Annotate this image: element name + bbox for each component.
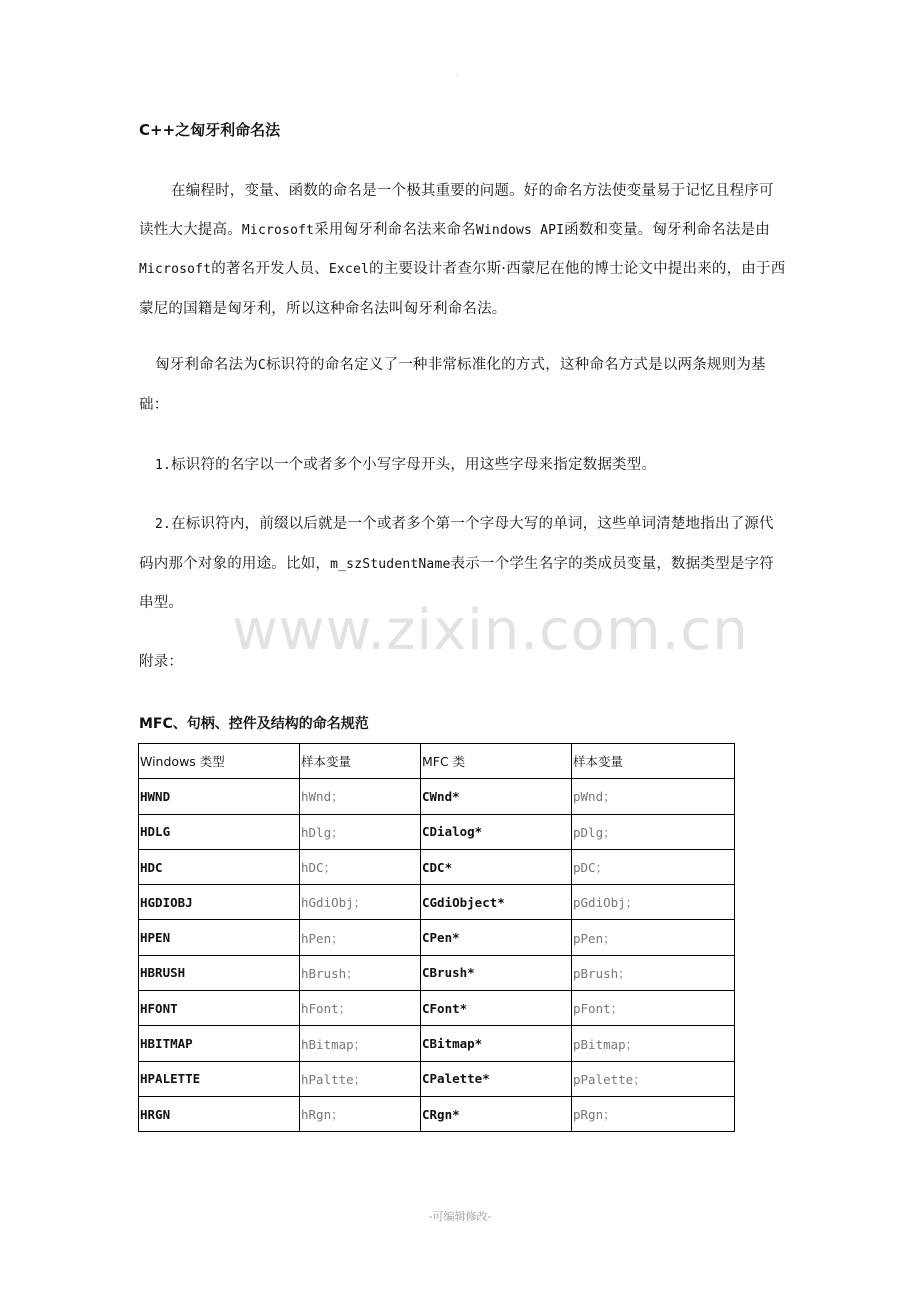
text-run: 标识符的名字以一个或者多个小写字母开头，用这些字母来指定数据类型。 [171, 457, 657, 473]
mfc-class-cell: CFont* [421, 991, 572, 1026]
sample-variable-cell: pDlg； [572, 814, 735, 849]
table-row [139, 1096, 735, 1131]
list-number: 1. [155, 458, 172, 473]
sample-variable-cell: hBrush； [300, 955, 421, 990]
code-run: Windows API [475, 222, 565, 238]
code-run: m_szStudentName [330, 556, 451, 572]
sample-variable-cell: hPen； [300, 920, 421, 955]
windows-type-cell: HPALETTE [139, 1061, 300, 1096]
sample-variable-cell: hDC； [300, 849, 421, 884]
mfc-class-cell: CWnd* [421, 779, 572, 814]
text-run: 采用匈牙利命名法来命名 [314, 221, 476, 238]
windows-type-cell: HDC [139, 849, 300, 884]
sample-variable-cell: pPen； [572, 920, 735, 955]
mfc-class-cell: CRgn* [421, 1096, 572, 1131]
mfc-class-cell: CDC* [421, 849, 572, 884]
text-run: 标识符的命名定义了一种非常标准化的方式，这种命名方式是以两条规则为基础： [139, 357, 766, 413]
mfc-class-cell: CPen* [421, 920, 572, 955]
table-title: MFC、句柄、控件及结构的命名规范 [139, 716, 369, 732]
table-row [139, 885, 735, 920]
sample-variable-cell: pRgn； [572, 1096, 735, 1131]
mfc-class-cell: CBrush* [421, 955, 572, 990]
table-row [139, 1026, 735, 1061]
table-row [139, 955, 735, 990]
text-run: 匈牙利命名法为 [155, 357, 258, 373]
windows-type-cell: HWND [139, 779, 300, 814]
sample-variable-cell: pDC； [572, 849, 735, 884]
code-run: Microsoft [139, 262, 212, 277]
table-header-cell: MFC 类 [421, 744, 572, 779]
text-run: 在编程时，变量、函数的命名是一个极其重要的问题。好的命名方法使变量易于记忆且程序可读性大大提高。 [139, 183, 774, 238]
windows-type-cell: HPEN [139, 920, 300, 955]
code-run: Excel [328, 262, 369, 277]
text-run: 的著名开发人员、 [211, 261, 329, 277]
sample-variable-cell: hBitmap； [300, 1026, 421, 1061]
mfc-class-cell: CDialog* [421, 814, 572, 849]
header-mark: . [456, 68, 460, 79]
table-row [139, 814, 735, 849]
table-header-cell: 样本变量 [300, 744, 421, 779]
table-header-cell: Windows 类型 [139, 744, 300, 779]
watermark: www.zixin.com.cn [232, 598, 749, 663]
sample-variable-cell: pPalette； [572, 1061, 735, 1096]
code-run: Microsoft [241, 222, 315, 238]
text-run: 表示一个学生名字的类成员变量，数据类型是字符串型。 [139, 555, 774, 611]
text-run: 在标识符内，前缀以后就是一个或者多个第一个字母大写的单词，这些单词清楚地指出了源代码内那个对象的用途。比如， [139, 516, 774, 572]
sample-variable-cell: hDlg； [300, 814, 421, 849]
sample-variable-cell: hRgn； [300, 1096, 421, 1131]
naming-table [138, 743, 735, 1132]
table-header-row [139, 744, 735, 779]
sample-variable-cell: pFont； [572, 991, 735, 1026]
intro-paragraph [139, 172, 787, 328]
text-run: 的主要设计者查尔斯·西蒙尼在他的博士论文中提出来的，由于西蒙尼的国籍是匈牙利，所以这种命名法叫匈牙利命名法。 [139, 261, 786, 317]
table-row [139, 779, 735, 814]
sample-variable-cell: pWnd； [572, 779, 735, 814]
windows-type-cell: HRGN [139, 1096, 300, 1131]
windows-type-cell: HBITMAP [139, 1026, 300, 1061]
mfc-class-cell: CPalette* [421, 1061, 572, 1096]
sample-variable-cell: hFont； [300, 991, 421, 1026]
page-footer: -可编辑修改- [428, 1210, 492, 1223]
sample-variable-cell: hWnd； [300, 779, 421, 814]
rules-intro-paragraph [139, 346, 787, 424]
appendix-label: 附录： [139, 654, 184, 670]
sample-variable-cell: pBitmap； [572, 1026, 735, 1061]
list-number: 2. [155, 517, 172, 532]
table-row [139, 1061, 735, 1096]
table-row [139, 920, 735, 955]
windows-type-cell: HDLG [139, 814, 300, 849]
sample-variable-cell: pGdiObj； [572, 885, 735, 920]
windows-type-cell: HFONT [139, 991, 300, 1026]
mfc-class-cell: CBitmap* [421, 1026, 572, 1061]
windows-type-cell: HBRUSH [139, 955, 300, 990]
table-row [139, 849, 735, 884]
table-row [139, 991, 735, 1026]
text-run: 函数和变量。匈牙利命名法是由 [564, 221, 770, 238]
windows-type-cell: HGDIOBJ [139, 885, 300, 920]
sample-variable-cell: hPaltte； [300, 1061, 421, 1096]
sample-variable-cell: hGdiObj； [300, 885, 421, 920]
sample-variable-cell: pBrush； [572, 955, 735, 990]
rule-1-paragraph [139, 446, 787, 486]
page-title: C++之匈牙利命名法 [139, 121, 281, 139]
table-header-cell: 样本变量 [572, 744, 735, 779]
code-run: C [257, 358, 266, 373]
mfc-class-cell: CGdiObject* [421, 885, 572, 920]
